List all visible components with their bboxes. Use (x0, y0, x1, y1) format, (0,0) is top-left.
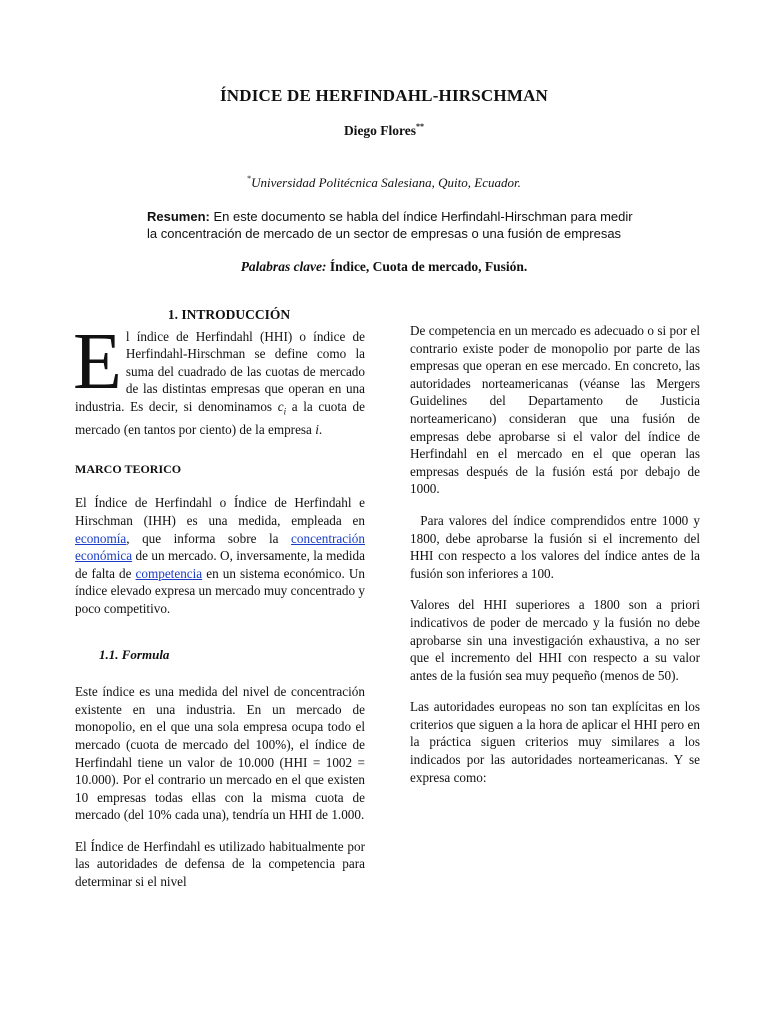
paper-title: ÍNDICE DE HERFINDAHL-HIRSCHMAN (219, 86, 549, 105)
drop-cap: E (73, 317, 122, 406)
marco-text-4: en un sistema económico. Un índice elevado expresa un mercado muy concentrado y poco competitivo. (75, 565, 365, 616)
right-paragraph-1: De competencia en un mercado es adecuado o si por el contrario existe poder de monopolio por parte de las empresas que operan en ese mercado. En concreto, las autoridades norteamericanas (véanse las Mergers Guidelines del Departamento de Justicia norteamericano) consideran que una fusión de empresas debe aprobarse si el valor del índice de Herfindahl en el mercado en el que operan las empresas después de la fusión está por debajo de 1000. (410, 323, 700, 497)
author-mark: ** (416, 122, 425, 131)
section-heading-introduccion: 1. INTRODUCCIÓN (167, 307, 291, 322)
abstract-label: Resumen: (147, 209, 210, 224)
intro-text-2: a la cuota de mercado (en tantos por ciento) de la empresa (75, 398, 365, 438)
keywords-label: Palabras clave: (240, 259, 327, 274)
link-competencia[interactable]: competencia (135, 565, 203, 581)
link-economia[interactable]: economía (75, 530, 127, 546)
i-symbol: i (315, 422, 319, 438)
intro-paragraph (73, 317, 365, 439)
marco-text-1: El Índice de Herfindahl o Índice de Herfindahl e Hirschman (IHH) es una medida, empleada en (75, 495, 365, 528)
formula-paragraph: Este índice es una medida del nivel de concentración existente en una industria. En un mercado de monopolio, en el que una sola empresa ocupa todo el mercado (cuota de mercado del 100%), el índice de Herfindahl tiene un valor de 10.000 (HHI = 1002 = 10.000). Por el contrario un mercado en el que existen 10 empresas todas ellas con la misma cuota de mercado (del 10% cada una), tendría un HHI de 1.000. (75, 684, 365, 823)
link-concentracion-economica[interactable]: concentración económica (75, 530, 365, 564)
abstract-text: En este documento se habla del índice Herfindahl-Hirschman para medir la concentración de mercado de un sector de empresas o una fusión de empresas (147, 209, 633, 241)
right-paragraph-2: Para valores del índice comprendidos entre 1000 y 1800, debe aprobarse la fusión si el incremento del HHI con respecto a los valores del índice antes de la fusión son inferiores a 100. (410, 512, 704, 581)
herfindahl-usage-paragraph: El Índice de Herfindahl es utilizado habitualmente por las autoridades de defensa de la competencia para determinar si el nivel (75, 838, 365, 890)
marco-text-2: , que informa sobre la (126, 530, 292, 546)
left-column (75, 306, 365, 905)
affiliation-mark: * (247, 174, 252, 183)
intro-text-3: . (318, 422, 323, 438)
marco-text-3: de un mercado. O, inversamente, la medida de falta de (75, 548, 365, 581)
right-column (410, 322, 704, 800)
affiliation-line (0, 174, 768, 191)
author-line (0, 122, 768, 139)
author-name: Diego Flores (343, 123, 417, 138)
ci-symbol: $c_i$ (277, 398, 287, 417)
marco-paragraph (75, 494, 365, 617)
section-heading-marco-teorico: MARCO TEORICO (75, 461, 182, 476)
subsection-heading-formula: 1.1. Formula (99, 646, 170, 662)
abstract (147, 208, 637, 242)
right-paragraph-3: Valores del HHI superiores a 1800 son a priori indicativos de poder de mercado y la fusión no debe aprobarse sin una investigación exhaustiva, a no ser que el incremento del HHI con respecto a su valor antes de la fusión sea muy pequeño (menos de 50). (410, 597, 700, 683)
affiliation: Universidad Politécnica Salesiana, Quito, Ecuador. (251, 175, 521, 190)
intro-text-1: l índice de Herfindahl (HHI) o índice de Herfindahl-Hirschman se define como la suma del cuadrado de las cuotas de mercado de las distintas empresas que operan en una industria. Es decir, si denominamos (75, 328, 365, 414)
keywords (0, 259, 768, 275)
keywords-text: Índice, Cuota de mercado, Fusión. (326, 259, 528, 274)
right-paragraph-4: Las autoridades europeas no son tan explícitas en los criterios que siguen a la hora de aplicar el HHI pero en la práctica siguen criterios muy similares a los indicados por las autoridades norteamericanas. Y se expresa como: (410, 699, 700, 785)
